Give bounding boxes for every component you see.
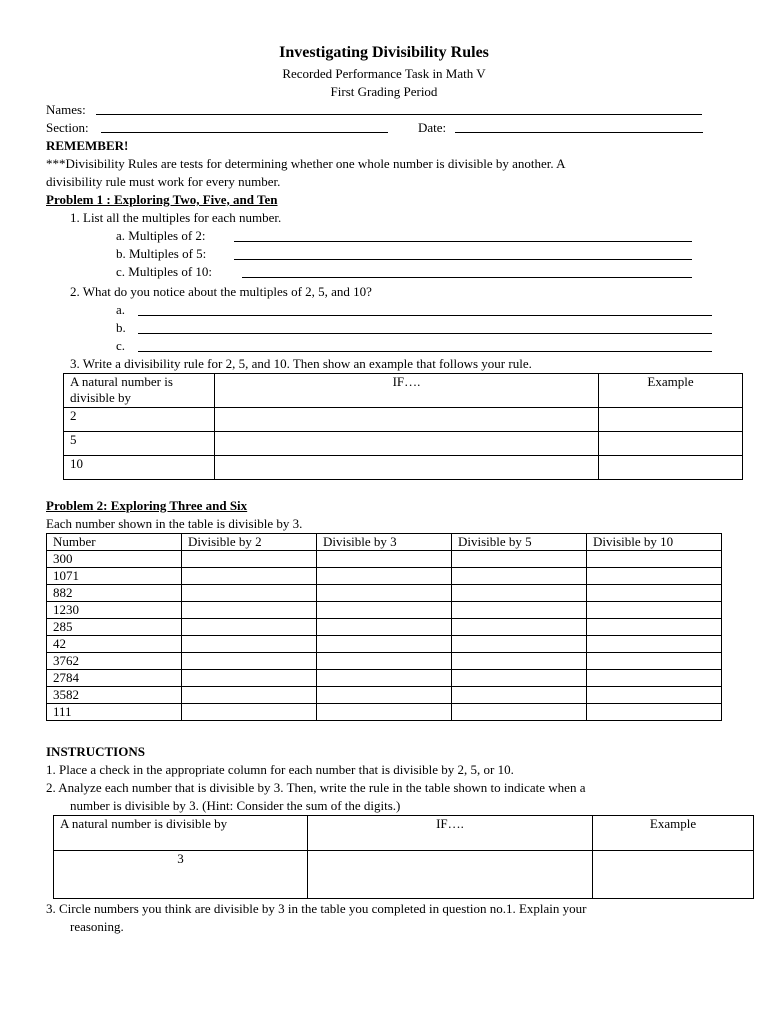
number-cell: 3762	[47, 653, 182, 670]
rule-table-2-5-10	[63, 373, 743, 480]
multiples-of-2-field[interactable]	[234, 241, 692, 242]
check-cell[interactable]	[317, 602, 452, 619]
check-cell[interactable]	[182, 551, 317, 568]
number-cell: 300	[47, 551, 182, 568]
page-title: Investigating Divisibility Rules	[279, 44, 489, 61]
check-cell[interactable]	[587, 687, 722, 704]
instruction-2-line1: 2. Analyze each number that is divisible by 3. Then, write the rule in the table shown to indicate when a	[46, 780, 586, 795]
header-divisible-by-2: Divisible by 2	[182, 534, 317, 551]
table-row	[47, 585, 722, 602]
section-field[interactable]	[101, 132, 388, 133]
header-divisible-by-3: Divisible by 3	[317, 534, 452, 551]
problem1-heading: Problem 1 : Exploring Two, Five, and Ten	[46, 192, 278, 207]
check-cell[interactable]	[587, 636, 722, 653]
example-cell[interactable]	[599, 408, 743, 432]
check-cell[interactable]	[182, 602, 317, 619]
notice-c-field[interactable]	[138, 351, 712, 352]
rule-cell[interactable]	[215, 456, 599, 480]
rule-cell[interactable]	[215, 408, 599, 432]
notice-a-label: a.	[116, 302, 126, 317]
check-cell[interactable]	[182, 568, 317, 585]
problem2-intro: Each number shown in the table is divisible by 3.	[46, 516, 303, 531]
check-cell[interactable]	[452, 636, 587, 653]
table-row	[47, 619, 722, 636]
instruction-3-line1: 3. Circle numbers you think are divisible by 3 in the table you completed in question no.1. Explain your	[46, 901, 587, 916]
check-cell[interactable]	[587, 568, 722, 585]
example-cell[interactable]	[593, 851, 754, 899]
table-header-row	[47, 534, 722, 551]
table-row	[47, 704, 722, 721]
header-divisible-by: A natural number is divisible by	[64, 374, 215, 408]
example-cell[interactable]	[599, 456, 743, 480]
notice-b-field[interactable]	[138, 333, 712, 334]
check-cell[interactable]	[182, 670, 317, 687]
instructions-heading: INSTRUCTIONS	[46, 744, 145, 759]
table-row	[47, 551, 722, 568]
header-divisible-by: A natural number is divisible by	[54, 816, 308, 851]
rule-cell[interactable]	[308, 851, 593, 899]
header-divisible-by-10: Divisible by 10	[587, 534, 722, 551]
names-field[interactable]	[96, 114, 702, 115]
rule-table-3	[53, 815, 754, 899]
header-example: Example	[599, 374, 743, 408]
divisibility-check-table	[46, 533, 722, 721]
multiples-of-10-field[interactable]	[242, 277, 692, 278]
header-example: Example	[593, 816, 754, 851]
remember-text-line1: ***Divisibility Rules are tests for determining whether one whole number is divisible by another. A	[46, 156, 566, 171]
number-cell: 1230	[47, 602, 182, 619]
check-cell[interactable]	[587, 551, 722, 568]
problem1-question1: 1. List all the multiples for each number.	[70, 210, 282, 225]
header-if: IF….	[308, 816, 593, 851]
check-cell[interactable]	[452, 585, 587, 602]
number-cell: 882	[47, 585, 182, 602]
check-cell[interactable]	[182, 704, 317, 721]
number-cell: 111	[47, 704, 182, 721]
notice-c-label: c.	[116, 338, 126, 353]
check-cell[interactable]	[182, 687, 317, 704]
number-cell: 42	[47, 636, 182, 653]
check-cell[interactable]	[182, 585, 317, 602]
check-cell[interactable]	[452, 602, 587, 619]
names-label: Names:	[46, 102, 86, 117]
check-cell[interactable]	[317, 619, 452, 636]
check-cell[interactable]	[452, 704, 587, 721]
rule-cell[interactable]	[215, 432, 599, 456]
check-cell[interactable]	[317, 551, 452, 568]
divisor-cell: 2	[64, 408, 215, 432]
check-cell[interactable]	[587, 670, 722, 687]
divisor-cell: 3	[54, 851, 308, 899]
check-cell[interactable]	[452, 551, 587, 568]
date-label: Date:	[418, 120, 447, 135]
check-cell[interactable]	[317, 670, 452, 687]
number-cell: 2784	[47, 670, 182, 687]
check-cell[interactable]	[317, 687, 452, 704]
table-row	[47, 687, 722, 704]
multiples-of-5-label: b. Multiples of 5:	[116, 246, 207, 261]
check-cell[interactable]	[452, 670, 587, 687]
multiples-of-10-label: c. Multiples of 10:	[116, 264, 213, 279]
problem2-heading: Problem 2: Exploring Three and Six	[46, 498, 248, 513]
table-row	[47, 568, 722, 585]
number-cell: 3582	[47, 687, 182, 704]
table-row	[64, 456, 743, 480]
divisor-cell: 10	[64, 456, 215, 480]
check-cell[interactable]	[317, 636, 452, 653]
check-cell[interactable]	[452, 619, 587, 636]
check-cell[interactable]	[452, 687, 587, 704]
multiples-of-2-label: a. Multiples of 2:	[116, 228, 206, 243]
header-if: IF….	[215, 374, 599, 408]
table-row	[47, 653, 722, 670]
divisor-cell: 5	[64, 432, 215, 456]
instruction-2-line2: number is divisible by 3. (Hint: Consider the sum of the digits.)	[70, 798, 401, 813]
check-cell[interactable]	[182, 653, 317, 670]
table-row	[54, 851, 754, 899]
section-label: Section:	[46, 120, 89, 135]
problem1-question2: 2. What do you notice about the multiples of 2, 5, and 10?	[70, 284, 372, 299]
table-header-row	[64, 374, 743, 408]
grading-period: First Grading Period	[330, 84, 438, 99]
check-cell[interactable]	[317, 704, 452, 721]
number-cell: 285	[47, 619, 182, 636]
table-row	[47, 670, 722, 687]
check-cell[interactable]	[182, 619, 317, 636]
check-cell[interactable]	[587, 602, 722, 619]
problem1-question3: 3. Write a divisibility rule for 2, 5, and 10. Then show an example that follows your rule.	[70, 356, 532, 371]
check-cell[interactable]	[317, 585, 452, 602]
table-row	[47, 602, 722, 619]
check-cell[interactable]	[587, 585, 722, 602]
table-header-row	[54, 816, 754, 851]
number-cell: 1071	[47, 568, 182, 585]
check-cell[interactable]	[587, 619, 722, 636]
example-cell[interactable]	[599, 432, 743, 456]
table-row	[64, 408, 743, 432]
check-cell[interactable]	[452, 653, 587, 670]
remember-heading: REMEMBER!	[46, 138, 129, 153]
check-cell[interactable]	[587, 653, 722, 670]
header-number: Number	[47, 534, 182, 551]
multiples-of-5-field[interactable]	[234, 259, 692, 260]
instruction-1: 1. Place a check in the appropriate column for each number that is divisible by 2, 5, or 10.	[46, 762, 514, 777]
notice-a-field[interactable]	[138, 315, 712, 316]
notice-b-label: b.	[116, 320, 126, 335]
check-cell[interactable]	[587, 704, 722, 721]
table-row	[47, 636, 722, 653]
check-cell[interactable]	[452, 568, 587, 585]
page-subtitle: Recorded Performance Task in Math V	[282, 66, 486, 81]
check-cell[interactable]	[317, 653, 452, 670]
check-cell[interactable]	[182, 636, 317, 653]
remember-text-line2: divisibility rule must work for every number.	[46, 174, 281, 189]
header-divisible-by-5: Divisible by 5	[452, 534, 587, 551]
date-field[interactable]	[455, 132, 703, 133]
check-cell[interactable]	[317, 568, 452, 585]
instruction-3-line2: reasoning.	[70, 919, 124, 934]
table-row	[64, 432, 743, 456]
